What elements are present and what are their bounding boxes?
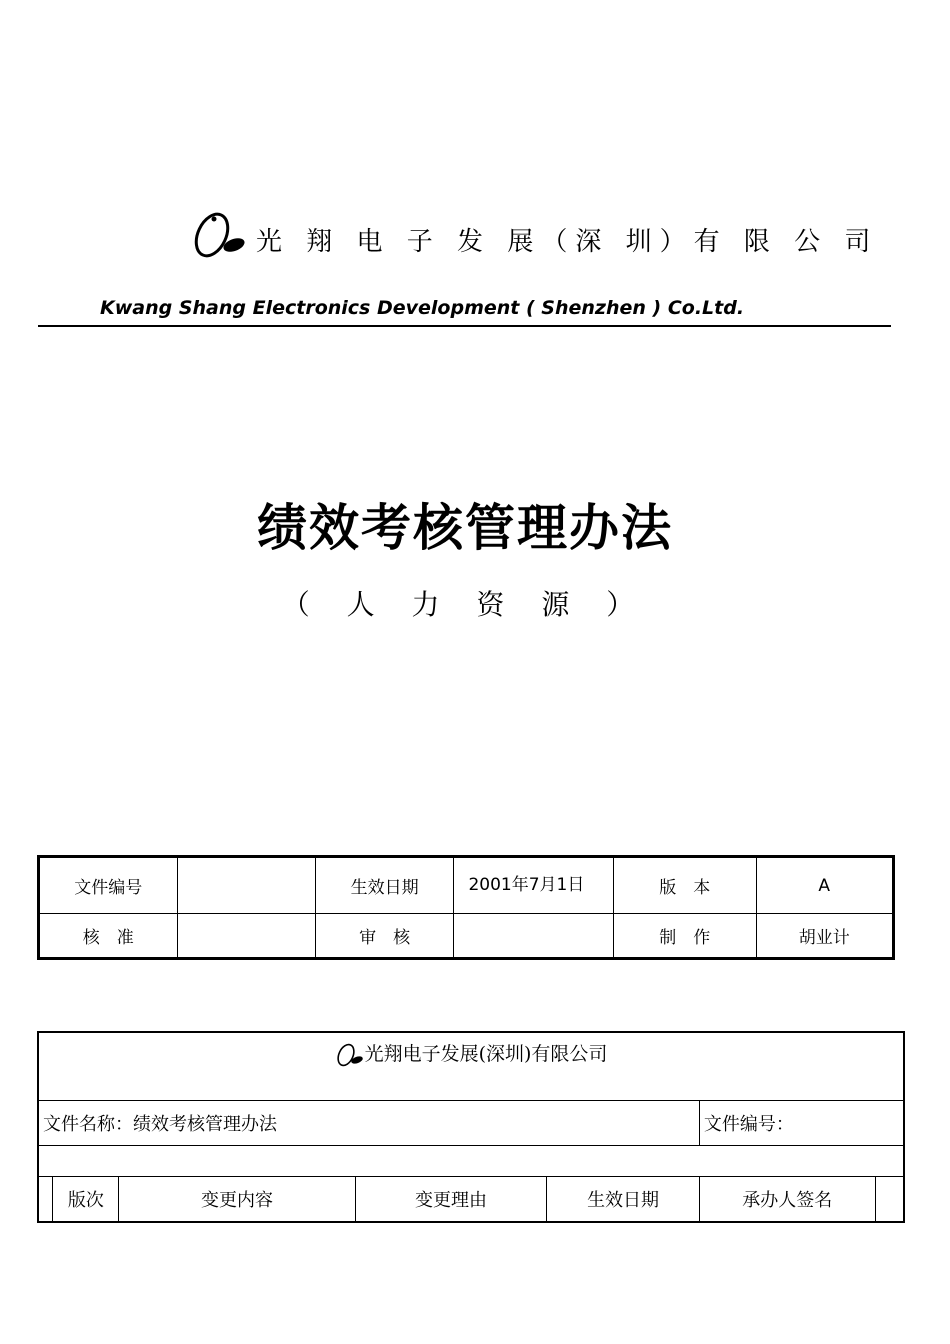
- column-header-signature: 承办人签名: [699, 1177, 875, 1223]
- table-row: [39, 857, 894, 914]
- table-row: [39, 914, 894, 959]
- column-header-version: 版次: [53, 1177, 119, 1223]
- table-header-row: [38, 1177, 904, 1223]
- author-label: 制 作: [613, 914, 756, 959]
- approve-label: 核 准: [39, 914, 178, 959]
- company-name-en: Kwang Shang Electronics Development ( Shenzhen ) Co.Ltd.: [100, 297, 745, 319]
- company-logo-icon: [190, 205, 250, 265]
- table-row: [38, 1146, 904, 1177]
- document-subtitle: （ 人 力 资 源 ）: [281, 588, 649, 621]
- document-title: 绩效考核管理办法: [257, 498, 673, 557]
- change-table-company: [38, 1032, 904, 1101]
- approve-value: [177, 914, 315, 959]
- doc-number-value: [177, 857, 315, 914]
- document-info-table: [37, 855, 895, 960]
- version-label: 版 本: [613, 857, 756, 914]
- blank-cell: [875, 1177, 904, 1223]
- change-table-company-name: 光翔电子发展(深圳)有限公司: [364, 1043, 608, 1065]
- table-row: [38, 1032, 904, 1101]
- review-value: [454, 914, 614, 959]
- company-name-cn: 光 翔 电 子 发 展（深 圳）有 限 公 司: [256, 226, 879, 257]
- version-value: A: [756, 857, 894, 914]
- doc-name-cell: 文件名称：绩效考核管理办法: [38, 1101, 699, 1146]
- author-value: 胡业计: [756, 914, 894, 959]
- column-header-effective-date: 生效日期: [547, 1177, 700, 1223]
- review-label: 审 核: [315, 914, 454, 959]
- spacer-row: [38, 1146, 904, 1177]
- column-header-reason: 变更理由: [355, 1177, 547, 1223]
- doc-number-label: 文件编号: [39, 857, 178, 914]
- column-header-content: 变更内容: [119, 1177, 355, 1223]
- change-record-table: [37, 1031, 905, 1223]
- company-logo-icon: [335, 1041, 365, 1069]
- effective-date-label: 生效日期: [315, 857, 454, 914]
- company-header: [190, 205, 878, 265]
- blank-cell: [38, 1177, 53, 1223]
- effective-date-value: 2001年7月1日: [454, 857, 614, 914]
- table-row: [38, 1101, 904, 1146]
- header-divider: [38, 325, 891, 327]
- doc-number-cell: 文件编号：: [699, 1101, 904, 1146]
